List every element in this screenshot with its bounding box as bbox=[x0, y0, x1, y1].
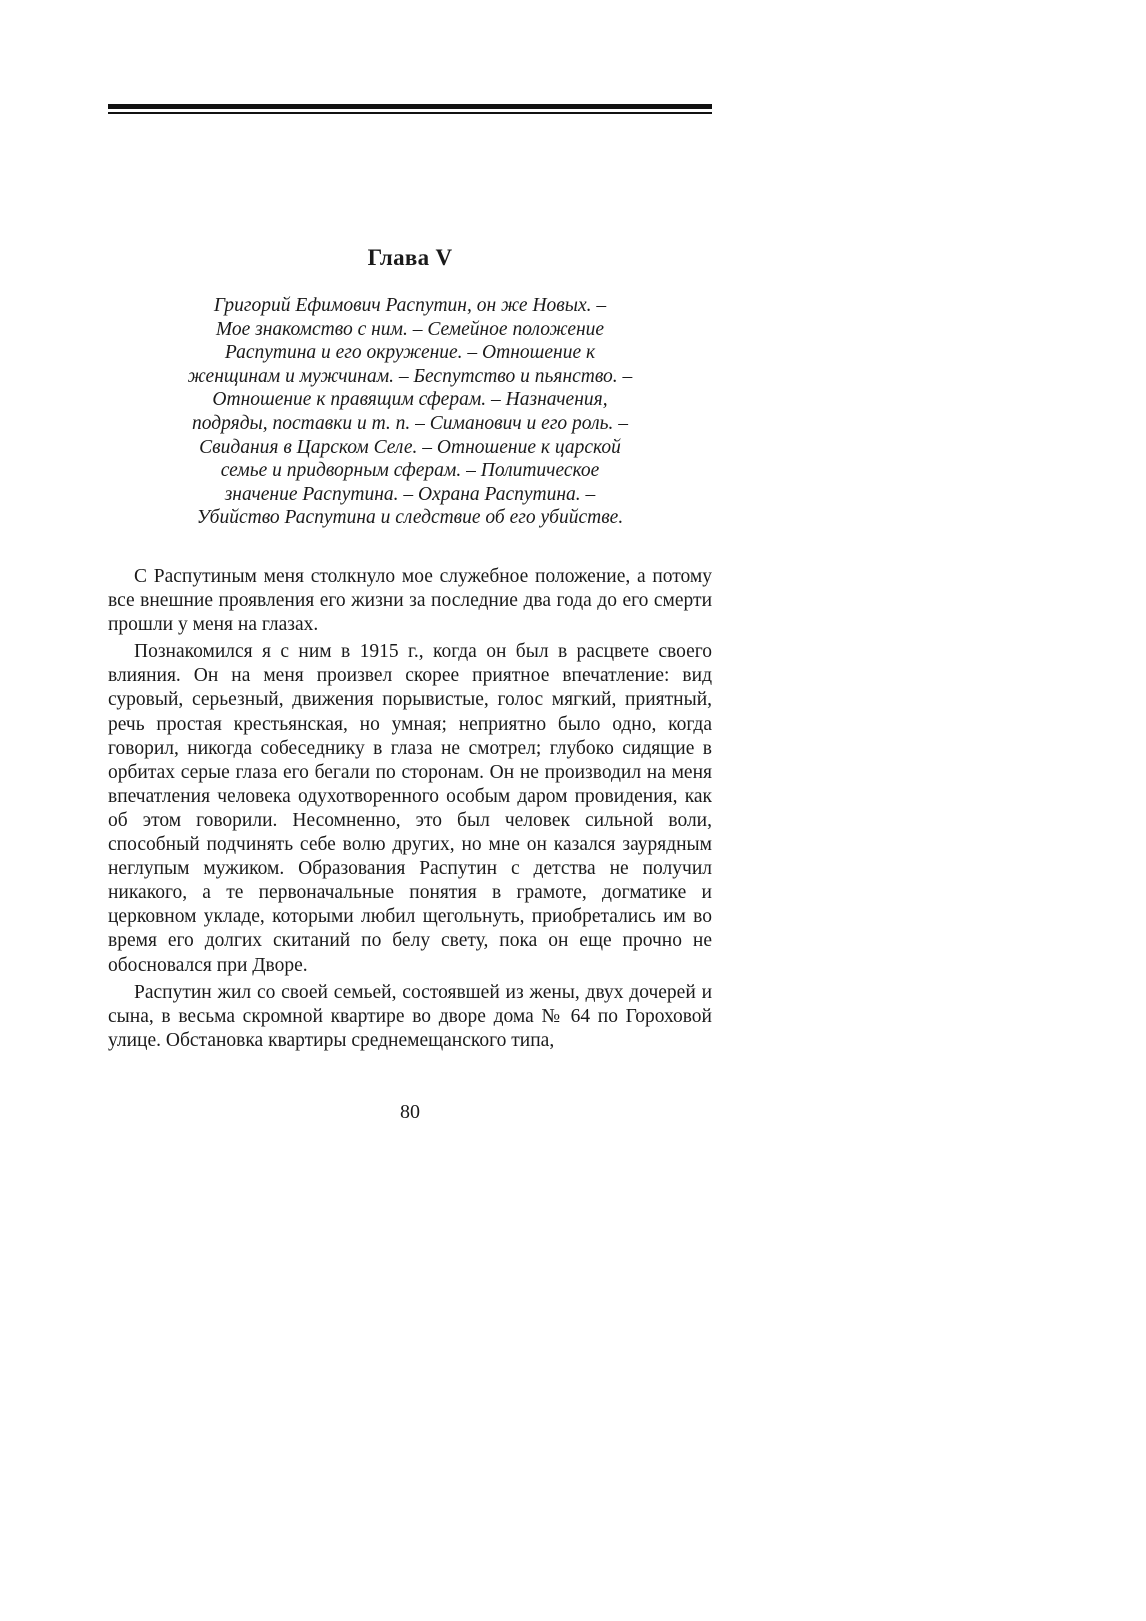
chapter-synopsis bbox=[108, 294, 712, 530]
synopsis-line: Григорий Ефимович Распутин, он же Новых. – bbox=[213, 295, 607, 316]
paragraph: Познакомился я с ним в 1915 г., когда он был в расцвете своего влияния. Он на меня произвел скорее приятное впечатление: вид суровый, серьезный, движения порывистые, голос мягкий, приятный, речь простая крестьянская, но умная; неприятно было одно, когда говорил, никогда собеседнику в глаза не смотрел; глубоко сидящие в орбитах серые глаза его бегали по сторонам. Он не производил на меня впечатления человека одухотворенного особым даром провидения, как об этом говорили. Несомненно, это был человек сильной воли, способный подчинять себе волю других, но мне он казался заурядным неглупым мужиком. Образования Распутин с детства не получил никакого, а те первоначальные понятия в грамоте, догматике и церковном укладе, которыми любил щегольнуть, приобретались им во время его долгих скитаний по белу свету, пока он еще прочно не обосновался при Дворе. bbox=[108, 641, 712, 976]
paragraph: С Распутиным меня столкнуло мое служебное положение, а потому все внешние проявления его жизни за последние два года до его смерти прошли у меня на глазах. bbox=[108, 566, 712, 636]
paragraph: Распутин жил со своей семьей, состоявшей из жены, двух дочерей и сына, в весьма скромной квартире во дворе дома № 64 по Гороховой улице. Обстановка квартиры среднемещанского типа, bbox=[108, 981, 712, 1051]
page-number: 80 bbox=[400, 1101, 420, 1123]
header-rule-thick bbox=[108, 104, 712, 109]
synopsis-line: Мое знакомство с ним. – Семейное положение bbox=[215, 318, 605, 340]
body-text bbox=[108, 565, 712, 1056]
synopsis-line: Распутина и его окружение. – Отношение к bbox=[224, 342, 596, 364]
synopsis-line: Свидания в Царском Селе. – Отношение к царской bbox=[199, 436, 621, 458]
synopsis-line: Убийство Распутина и следствие об его убийстве. bbox=[196, 507, 624, 529]
synopsis-line: подряды, поставки и т. п. – Симанович и его роль. – bbox=[192, 412, 628, 434]
synopsis-line: значение Распутина. – Охрана Распутина. – bbox=[224, 483, 596, 505]
chapter-title: Глава V bbox=[367, 245, 453, 270]
header-rule-thin bbox=[108, 112, 712, 114]
synopsis-line: женщинам и мужчинам. – Беспутство и пьянство. – bbox=[187, 365, 633, 387]
synopsis-line: семье и придворным сферам. – Политическое bbox=[220, 460, 600, 482]
synopsis-line: Отношение к правящим сферам. – Назначения, bbox=[212, 389, 608, 411]
